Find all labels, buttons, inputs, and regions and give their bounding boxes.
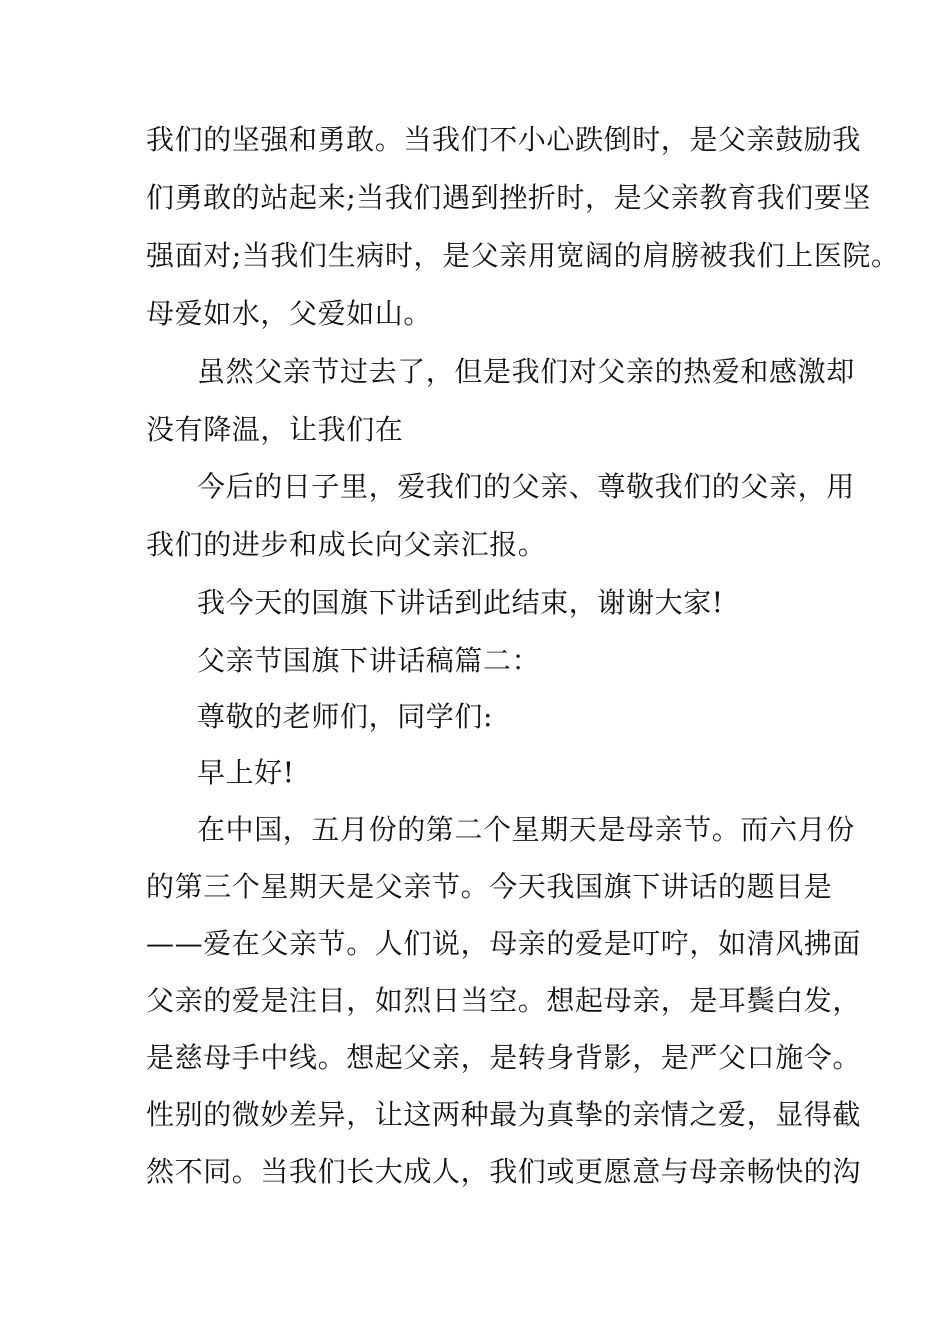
paragraph-first-line: 虽然父亲节过去了，但是我们对父亲的热爱和感激却 (197, 355, 855, 388)
text-line: 的第三个星期天是父亲节。今天我国旗下讲话的题目是 (146, 870, 833, 903)
paragraph-first-line: 我今天的国旗下讲话到此结束，谢谢大家! (197, 586, 724, 619)
text-line: 性别的微妙差异，让这两种最为真挚的亲情之爱，显得截 (146, 1098, 862, 1131)
text-line: 们勇敢的站起来;当我们遇到挫折时，是父亲教育我们要坚 (146, 181, 872, 214)
text-line: 父亲的爱是注目，如烈日当空。想起母亲，是耳鬓白发， (146, 984, 862, 1017)
text-line: 母爱如水，父爱如山。 (146, 297, 433, 330)
section-heading: 父亲节国旗下讲话稿篇二： (197, 644, 541, 677)
text-line: 我们的坚强和勇敢。当我们不小心跌倒时，是父亲鼓励我 (146, 123, 862, 156)
paragraph-first-line: 在中国，五月份的第二个星期天是母亲节。而六月份 (197, 813, 855, 846)
greeting: 早上好! (197, 756, 295, 789)
text-line: 没有降温，让我们在 (146, 413, 404, 446)
text-line: 我们的进步和成长向父亲汇报。 (146, 528, 547, 561)
paragraph-first-line: 今后的日子里，爱我们的父亲、尊敬我们的父亲，用 (197, 470, 855, 503)
text-line: 强面对;当我们生病时，是父亲用宽阔的肩膀被我们上医院。 (146, 239, 900, 272)
text-line: ——爱在父亲节。人们说，母亲的爱是叮咛，如清风拂面 (146, 927, 862, 960)
text-line: 是慈母手中线。想起父亲，是转身背影，是严父口施令。 (146, 1041, 862, 1074)
salutation: 尊敬的老师们，同学们: (197, 700, 494, 733)
text-line: 然不同。当我们长大成人，我们或更愿意与母亲畅快的沟 (146, 1155, 862, 1188)
